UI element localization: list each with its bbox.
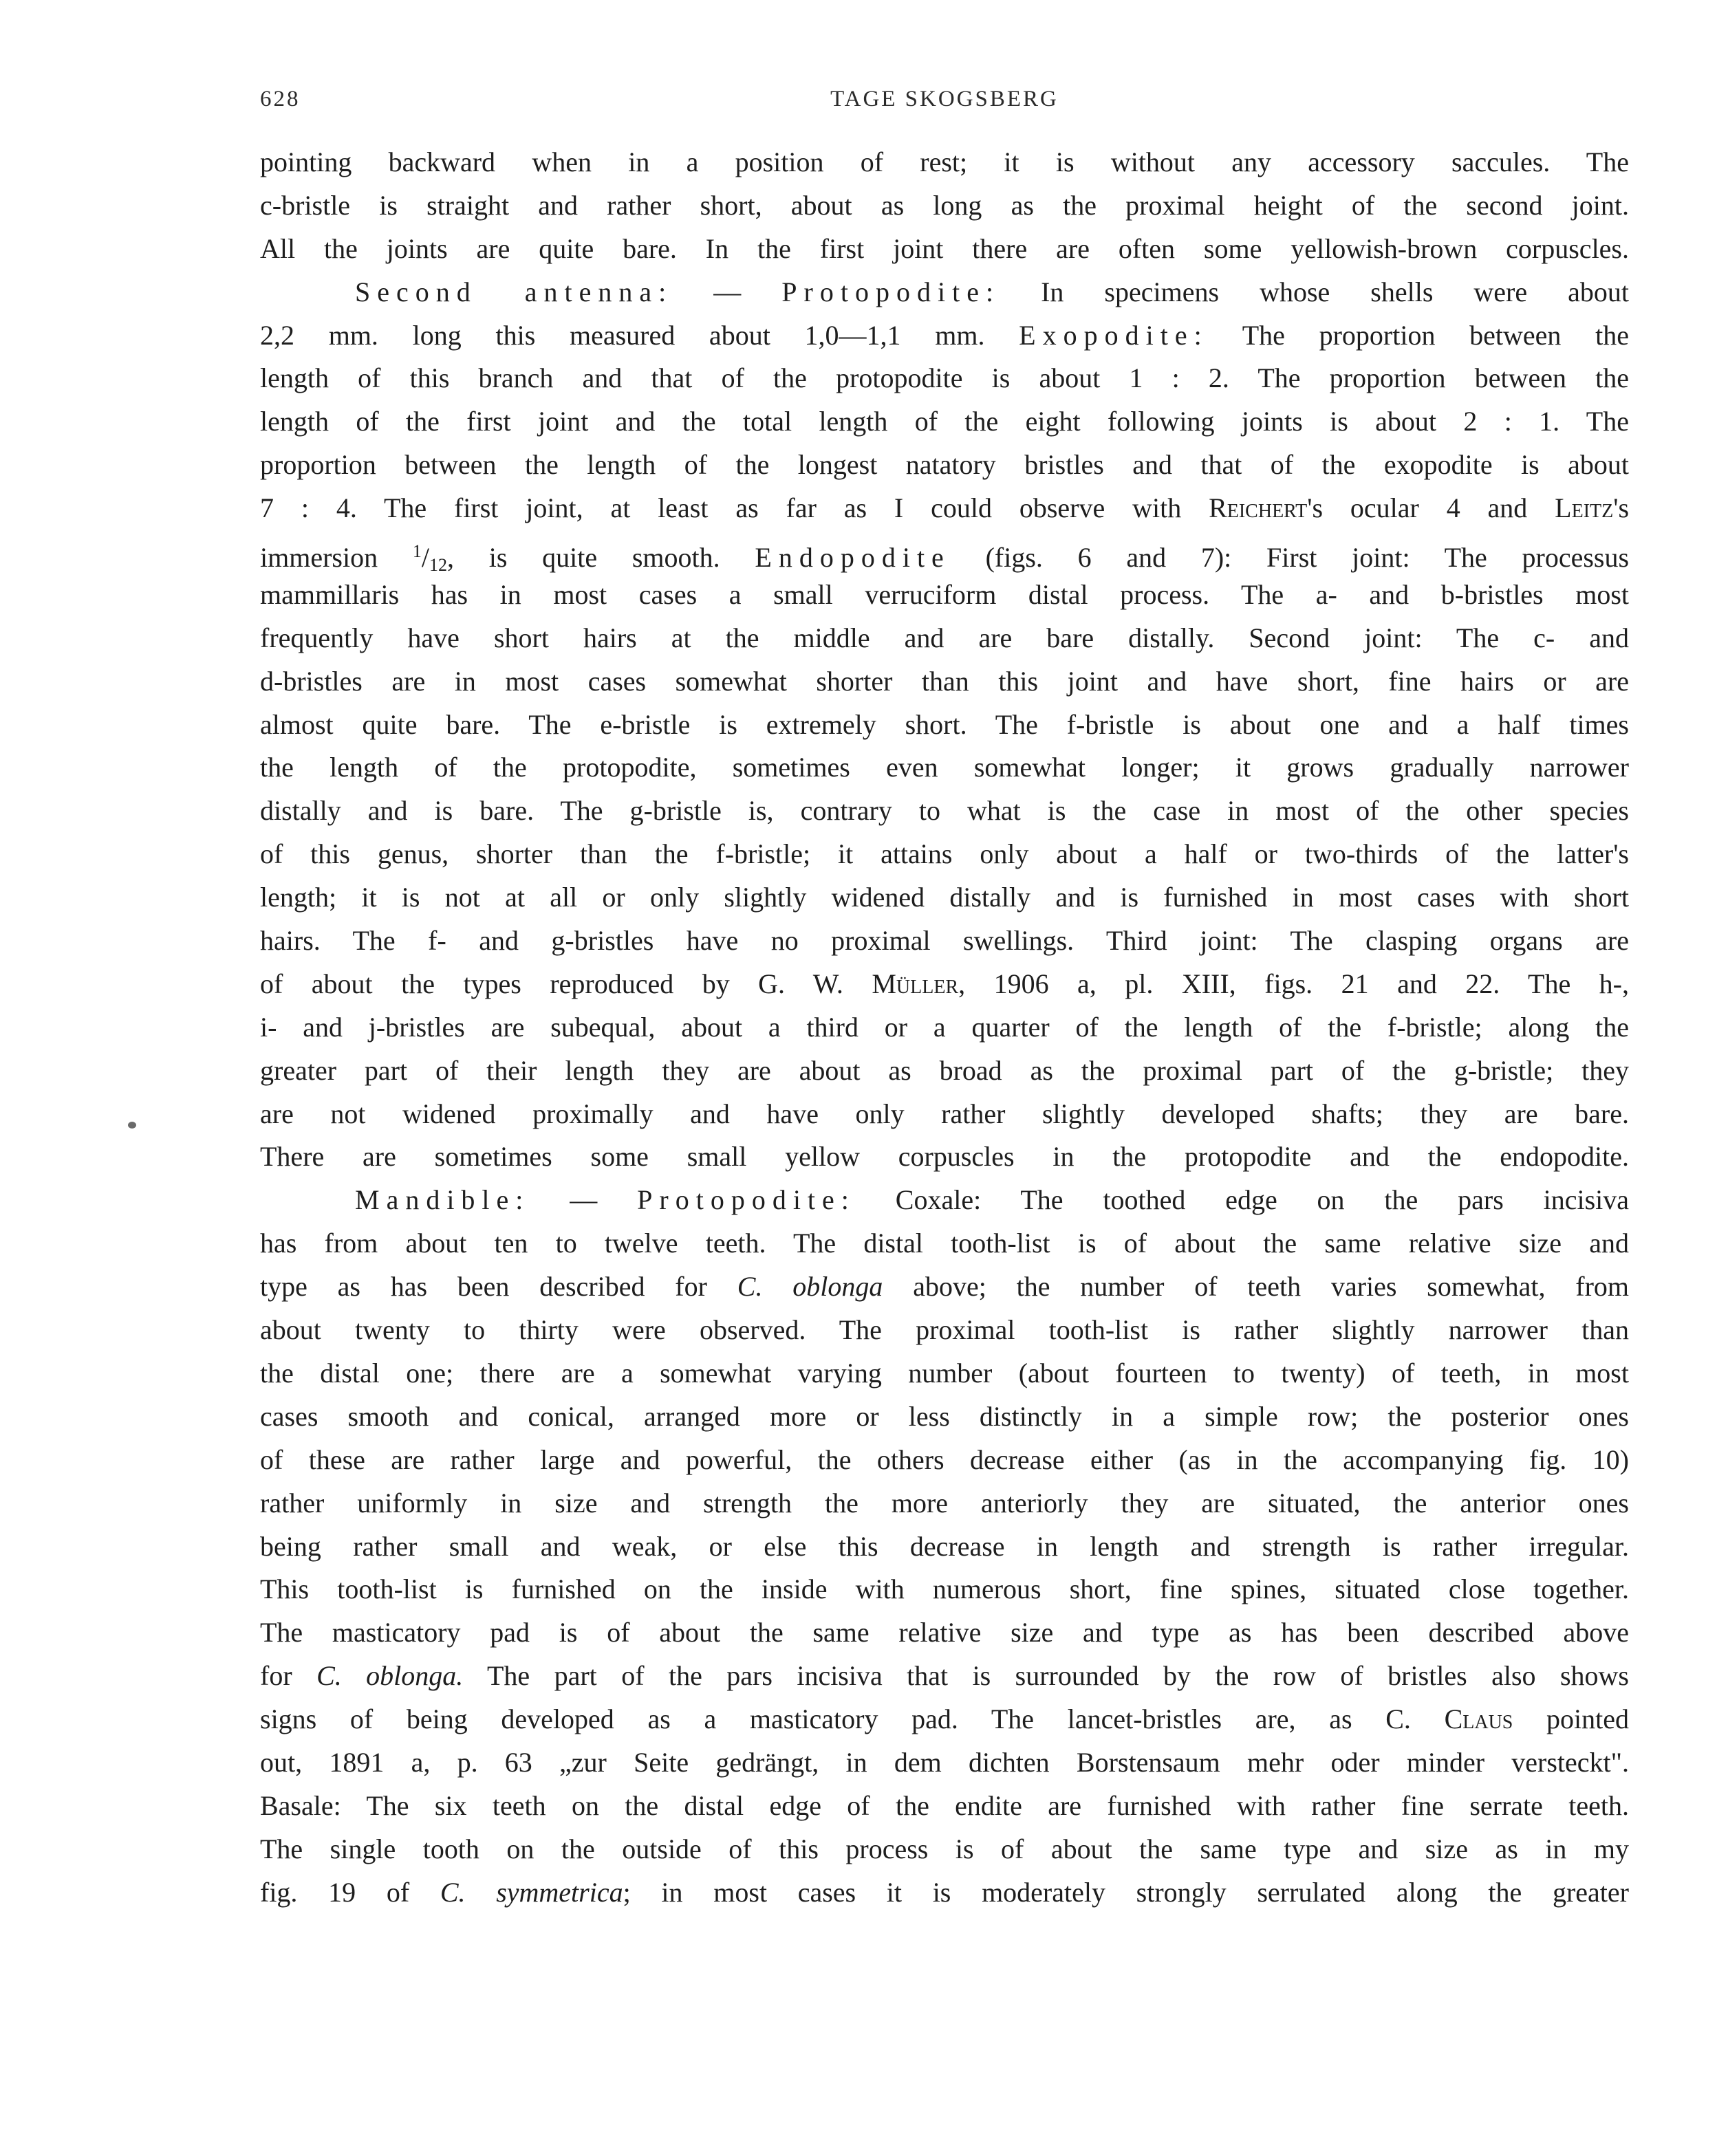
text-line <box>260 1265 1629 1309</box>
text-segment: 's ocular 4 and <box>1307 492 1528 524</box>
page-number: 628 <box>260 87 301 111</box>
text-line: about twenty to thirty were observed. The proximal tooth-list is rather slightly narrower than <box>260 1314 1629 1346</box>
page-header <box>260 87 1629 118</box>
text-line: pointing backward when in a position of rest; it is without any accessory saccules. The <box>260 146 1629 177</box>
fraction-slash: / <box>421 542 429 574</box>
text-line: All the joints are quite bare. In the first joint there are often some yellowish-brown corpuscles. <box>260 232 1629 264</box>
text-line: are not widened proximally and have only rather slightly developed shafts; they are bare. <box>260 1098 1629 1129</box>
text-line: i- and j-bristles are subequal, about a third or a quarter of the length of the f-bristle; along the <box>260 1011 1629 1043</box>
subheading-endopodite: Endopodite <box>755 542 951 574</box>
text-line <box>260 1871 1629 1915</box>
text-segment: The part of the pars incisiva that is surrounded by the row of bristles also shows <box>487 1660 1629 1692</box>
subheading-exopodite: Exopodite: <box>1019 319 1209 351</box>
text-line: length; it is not at all or only slightly widened distally and is furnished in most cases with short <box>260 882 1629 913</box>
species-name: C. oblonga <box>737 1271 883 1303</box>
text-line: The masticatory pad is of about the same relative size and type as has been described above <box>260 1617 1629 1648</box>
text-line: being rather small and weak, or else this decrease in length and strength is rather irregular. <box>260 1530 1629 1562</box>
author-leitz: Leitz <box>1555 492 1614 524</box>
text-line: the length of the protopodite, sometimes even somewhat longer; it grows gradually narrower <box>260 752 1629 783</box>
section-heading-line <box>260 1179 1629 1222</box>
fraction-numerator: 1 <box>412 541 422 562</box>
subheading-protopodite: Protopodite: <box>637 1184 856 1216</box>
dash: — <box>713 276 742 307</box>
text-segment: In specimens whose shells were about <box>1041 276 1629 307</box>
running-head: TAGE SKOGSBERG <box>830 87 1059 111</box>
text-line: distally and is bare. The g-bristle is, contrary to what is the case in most of the other species <box>260 795 1629 827</box>
text-segment: above; the number of teeth varies somewhat, from <box>913 1271 1629 1303</box>
text-segment: immersion <box>260 542 378 574</box>
text-line <box>260 530 1629 574</box>
text-line: proportion between the length of the longest natatory bristles and that of the exopodite is about <box>260 449 1629 481</box>
dash: — <box>570 1184 598 1216</box>
fraction <box>413 542 447 573</box>
text-line: hairs. The f- and g-bristles have no proximal swellings. Third joint: The clasping organs are <box>260 925 1629 957</box>
text-segment: type as has been described for <box>260 1271 707 1303</box>
text-segment: 7 : 4. The first joint, at least as far as I could observe with <box>260 492 1182 524</box>
author-muller: Müller <box>872 968 959 999</box>
text-line: rather uniformly in size and strength the more anteriorly they are situated, the anterior ones <box>260 1487 1629 1518</box>
text-line: The single tooth on the outside of this process is of about the same type and size as in my <box>260 1833 1629 1864</box>
text-line: length of the first joint and the total length of the eight following joints is about 2 : 1. The <box>260 406 1629 437</box>
text-line <box>260 487 1629 530</box>
text-segment: , 1906 a, pl. XIII, figs. 21 and 22. The h-, <box>958 968 1629 999</box>
text-segment: 's <box>1613 492 1629 524</box>
text-line <box>260 963 1629 1006</box>
text-segment: pointed <box>1546 1703 1629 1735</box>
text-line: mammillaris has in most cases a small verruciform distal process. The a- and b-bristles most <box>260 578 1629 610</box>
text-line: This tooth-list is furnished on the inside with numerous short, fine spines, situated close together. <box>260 1574 1629 1605</box>
text-line <box>260 1698 1629 1741</box>
text-line: frequently have short hairs at the middle and are bare distally. Second joint: The c- and <box>260 622 1629 653</box>
species-name: C. symmetrica <box>440 1876 623 1908</box>
text-line <box>260 1655 1629 1698</box>
text-segment: fig. 19 of <box>260 1876 410 1908</box>
section-heading-mandible: Mandible: <box>355 1184 530 1216</box>
text-line: c-bristle is straight and rather short, about as long as the proximal height of the second joint. <box>260 189 1629 221</box>
text-line: out, 1891 a, p. 63 „zur Seite gedrängt, in dem dichten Borstensaum mehr oder minder versteckt". <box>260 1746 1629 1778</box>
text-line: almost quite bare. The e-bristle is extremely short. The f-bristle is about one and a half times <box>260 708 1629 740</box>
text-segment: (figs. 6 and 7): First joint: The processus <box>985 542 1629 574</box>
species-name: C. oblonga. <box>316 1660 464 1692</box>
text-segment: for <box>260 1660 292 1692</box>
author-claus: Claus <box>1444 1703 1513 1735</box>
text-line: cases smooth and conical, arranged more or less distinctly in a simple row; the posterior ones <box>260 1400 1629 1432</box>
section-heading-line <box>260 271 1629 314</box>
text-line: of this genus, shorter than the f-bristle; it attains only about a half or two-thirds of the latter's <box>260 838 1629 870</box>
text-line: length of this branch and that of the protopodite is about 1 : 2. The proportion between the <box>260 362 1629 394</box>
author-reichert: Reichert <box>1209 492 1308 524</box>
text-line: d-bristles are in most cases somewhat shorter than this joint and have short, fine hairs or are <box>260 665 1629 697</box>
text-line: greater part of their length they are about as broad as the proximal part of the g-bristle; they <box>260 1054 1629 1086</box>
text-segment: Coxale: The toothed edge on the pars incisiva <box>895 1184 1629 1216</box>
body-text <box>260 141 1629 1915</box>
subheading-protopodite: Protopodite: <box>781 276 1001 307</box>
text-line: has from about ten to twelve teeth. The distal tooth-list is of about the same relative size and <box>260 1228 1629 1259</box>
text-segment: signs of being developed as a masticatory pad. The lancet-bristles are, as C. <box>260 1703 1411 1735</box>
fraction-denominator: 12 <box>429 555 447 574</box>
text-segment: The proportion between the <box>1242 319 1629 351</box>
margin-mark <box>128 1122 136 1129</box>
text-segment: , is quite smooth. <box>446 542 720 574</box>
text-line: of these are rather large and powerful, the others decrease either (as in the accompanying fig. 10) <box>260 1444 1629 1475</box>
text-line: the distal one; there are a somewhat varying number (about fourteen to twenty) of teeth, in most <box>260 1357 1629 1389</box>
text-segment: of about the types reproduced by G. W. <box>260 968 843 999</box>
text-line <box>260 314 1629 358</box>
text-line: Basale: The six teeth on the distal edge of the endite are furnished with rather fine serrate teeth. <box>260 1789 1629 1821</box>
section-heading-second-antenna: Second antenna: <box>355 276 673 307</box>
text-line: There are sometimes some small yellow corpuscles in the protopodite and the endopodite. <box>260 1141 1629 1173</box>
text-segment: ; in most cases it is moderately strongly serrulated along the greater <box>623 1876 1629 1908</box>
text-segment: 2,2 mm. long this measured about 1,0—1,1 mm. <box>260 319 985 351</box>
